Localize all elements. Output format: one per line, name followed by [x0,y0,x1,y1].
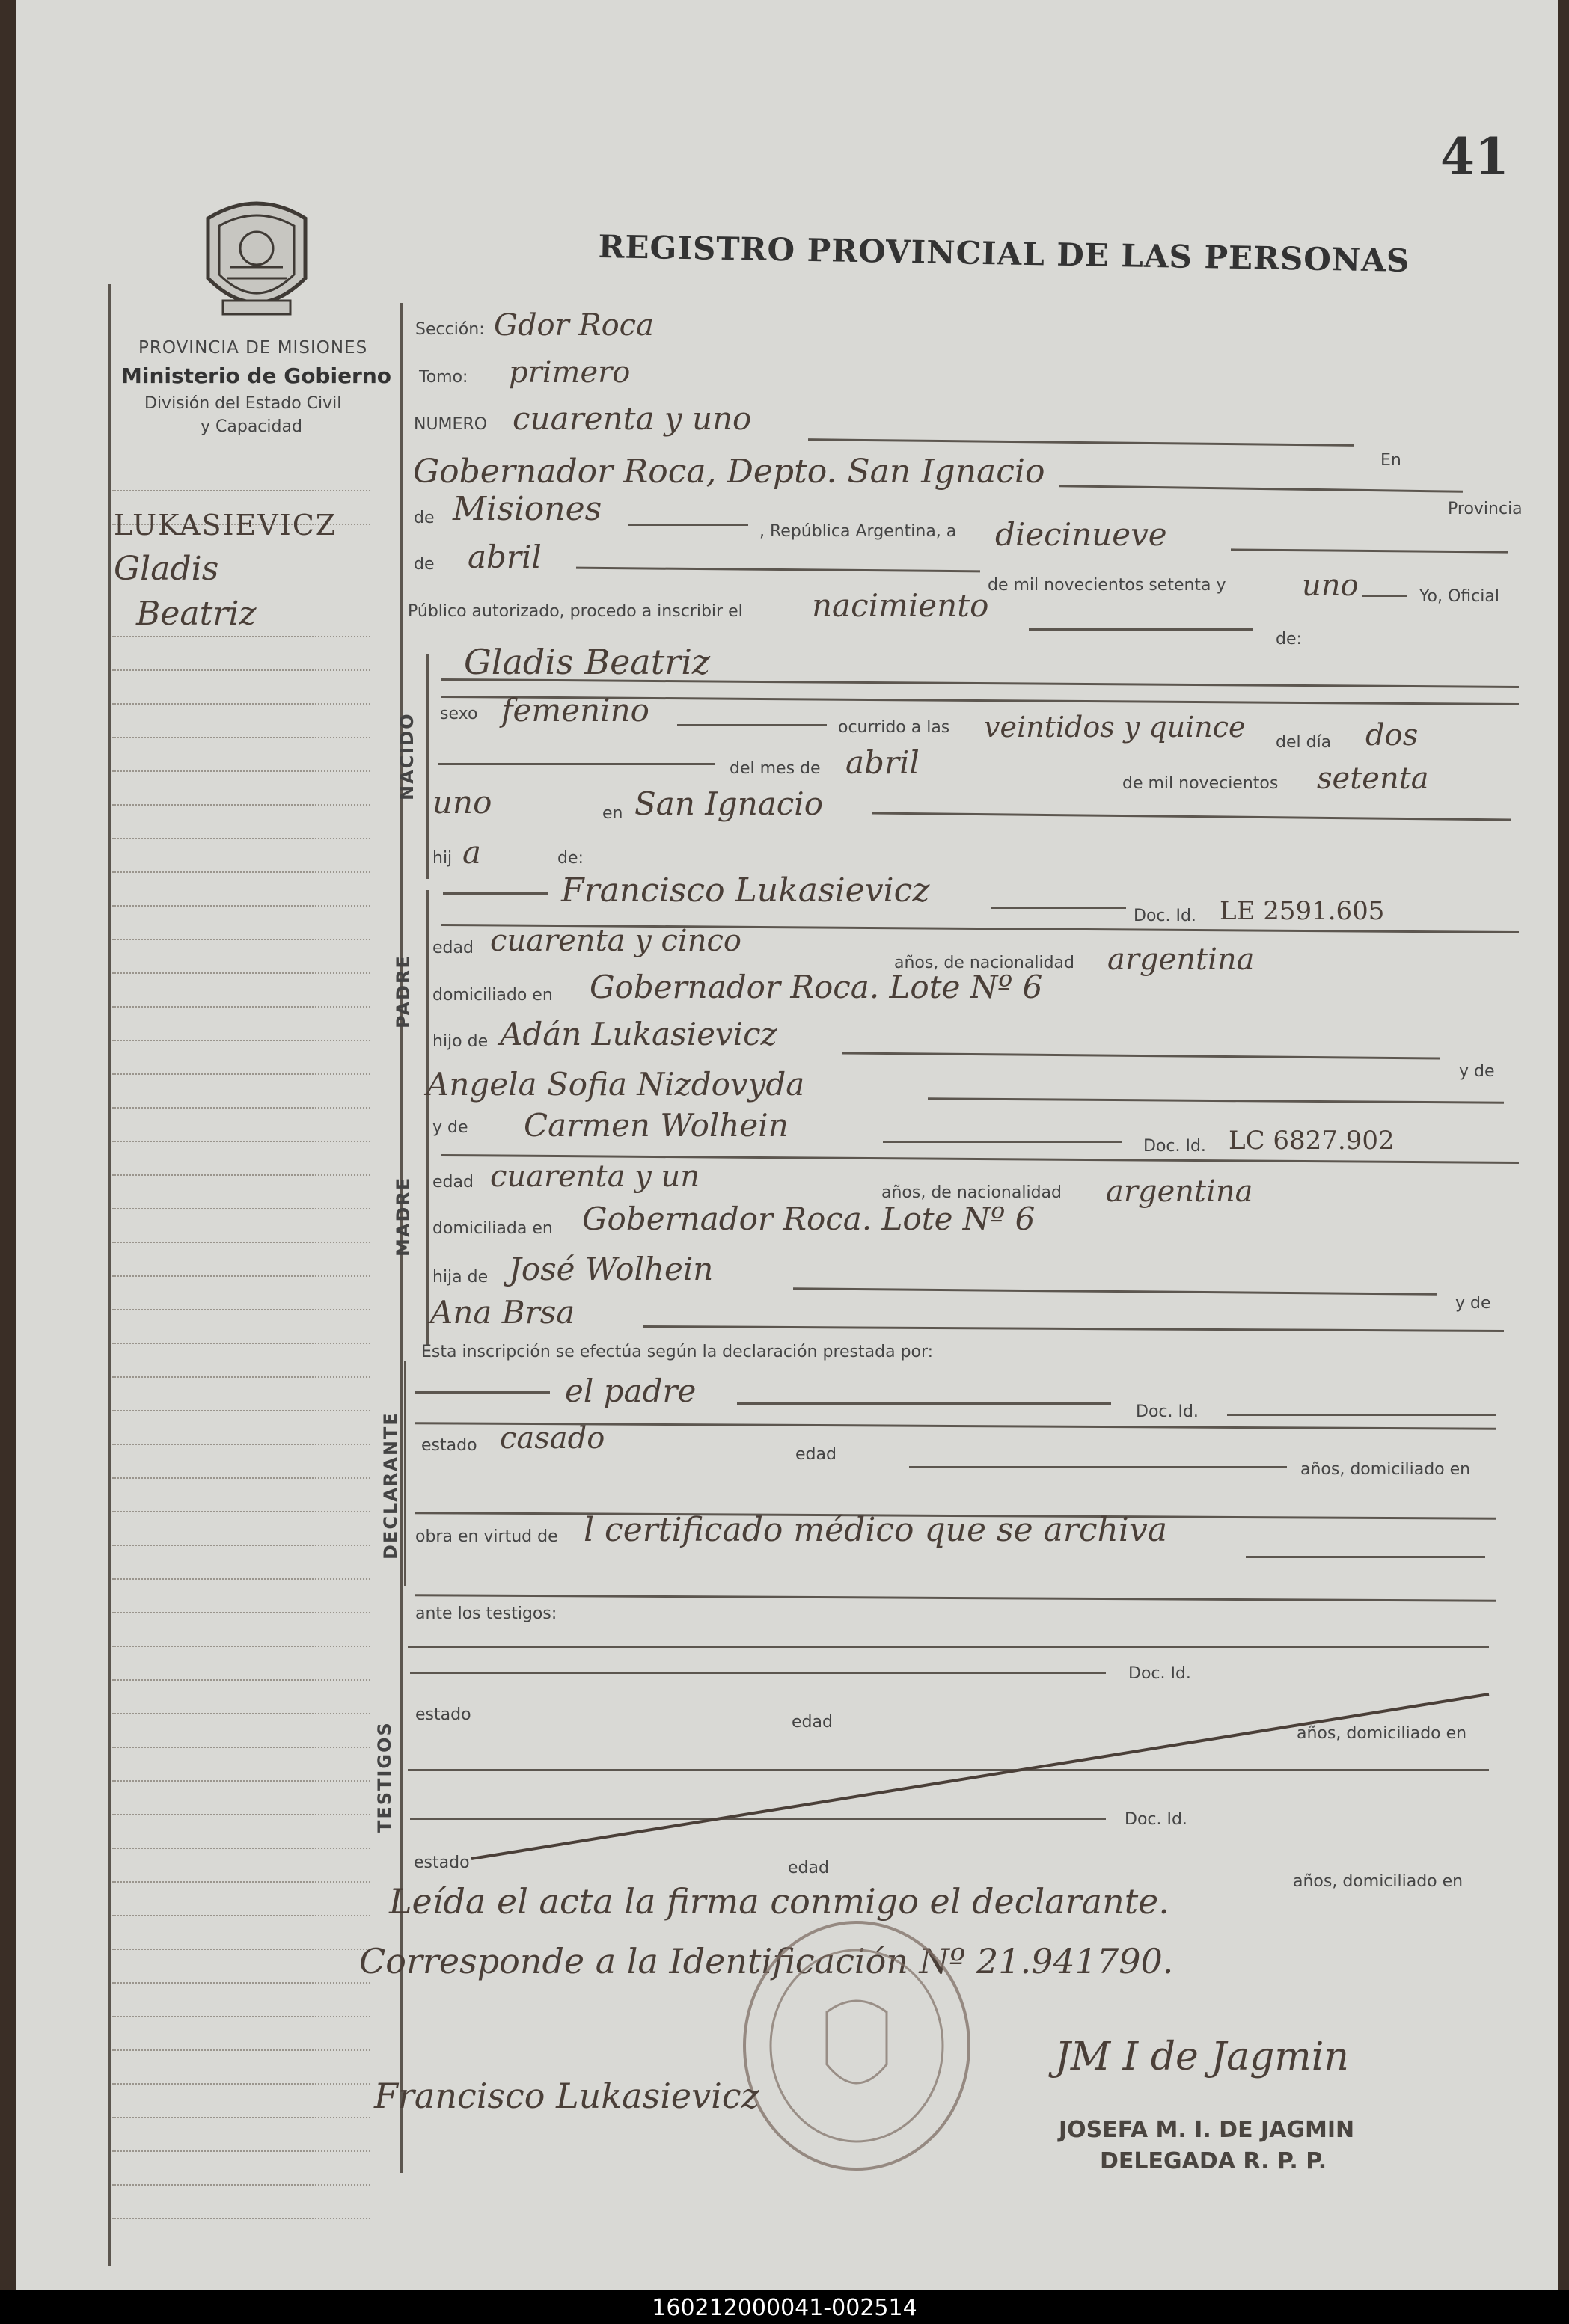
oficial-name: JOSEFA M. I. DE JAGMIN [1059,2117,1355,2143]
madre-name: Carmen Wolhein [524,1107,789,1144]
madre-hija-de-label: hija de [432,1268,489,1287]
anio2-nac-value: uno [432,784,492,821]
footer-bar [0,2290,1569,2324]
anio-value: uno [1302,568,1359,603]
hij-value: a [462,834,482,871]
header-division-2: y Capacidad [201,417,302,436]
testigos-section-label: TESTIGOS [374,1721,395,1833]
declarante-intro: Esta inscripción se efectúa según la declaración prestada por: [421,1343,934,1361]
publico-label: Público autorizado, procedo a inscribir el [408,602,743,621]
madre-y-de-label: y de [432,1118,468,1137]
page-number: 41 [1440,127,1509,186]
header-province: PROVINCIA DE MISIONES [138,338,368,358]
madre-doc-label: Doc. Id. [1143,1137,1206,1156]
madre-edad-value: cuarenta y un [490,1159,700,1194]
header-division: División del Estado Civil [144,394,342,413]
mes-value: abril [468,539,542,575]
padre-y-de-label: y de [1459,1062,1495,1081]
declarante-signature: Francisco Lukasievicz [374,2076,759,2116]
hora-value: veintidos y quince [984,711,1246,744]
sexo-value: femenino [501,692,649,729]
yo-label: Yo, Oficial [1419,587,1499,606]
declarante-section-label: DECLARANTE [380,1411,401,1560]
declarante-edad-label: edad [795,1445,837,1464]
page-title: REGISTRO PROVINCIAL DE LAS PERSONAS [598,228,1410,279]
del-dia-label: del día [1276,733,1332,752]
testigos-edad2-label: edad [788,1859,829,1877]
testigos-estado2-label: estado [414,1854,470,1872]
padre-madre-value: Angela Sofia Nizdovyda [426,1066,805,1103]
declarante-obra-label: obra en virtud de [415,1527,558,1546]
madre-section-label: MADRE [393,1176,414,1257]
madre-edad-label: edad [432,1173,474,1192]
declarante-anios-label: años, domiciliado en [1300,1460,1471,1479]
oficial-signature: JM I de Jagmin [1055,2035,1349,2079]
note-line-1: Leída el acta la firma conmigo el declarante. [389,1881,1170,1922]
numero-label: NUMERO [414,415,488,434]
padre-padre-value: Adán Lukasievicz [500,1016,777,1052]
numero-value: cuarenta y uno [513,400,752,437]
madre-doc-value: LC 6827.902 [1229,1126,1395,1156]
padre-edad-label: edad [432,939,474,957]
republica-label: , República Argentina, a [759,522,957,541]
padre-doc-value: LE 2591.605 [1220,896,1385,926]
testigos-strike-line [471,1687,1496,1866]
testigos-doc1-label: Doc. Id. [1128,1664,1191,1683]
de3-label: de: [1276,630,1302,649]
testigos-edad1-label: edad [792,1713,833,1732]
lugar-nac-value: San Ignacio [634,785,824,822]
padre-doc-label: Doc. Id. [1134,907,1196,925]
mil-label: de mil novecientos setenta y [988,576,1226,595]
del-mes-label: del mes de [730,759,821,778]
margin-name-2: Beatriz [136,595,257,633]
oficial-title: DELEGADA R. P. P. [1100,2148,1327,2174]
padre-domicilio-value: Gobernador Roca. Lote Nº 6 [590,969,1043,1005]
hij-label: hij [432,849,453,868]
madre-domiciliada-label: domiciliada en [432,1219,553,1238]
de2-label: de [414,555,435,574]
testigos-intro: ante los testigos: [415,1604,557,1623]
note-line-2: Corresponde a la Identificación Nº 21.941790. [359,1941,1174,1981]
madre-anios-label: años, de nacionalidad [881,1183,1062,1202]
declarante-doc-label: Doc. Id. [1136,1402,1199,1421]
provincia-label: Provincia [1448,500,1523,518]
tomo-value: primero [509,355,631,390]
madre-domicilio-value: Gobernador Roca. Lote Nº 6 [582,1201,1036,1237]
madre-nacionalidad: argentina [1106,1174,1253,1209]
testigos-anios2-label: años, domiciliado en [1293,1872,1464,1891]
declarante-name: el padre [565,1373,697,1409]
padre-anios-label: años, de nacionalidad [894,954,1074,972]
footer-id: 160212000041-002514 [652,2295,917,2321]
testigos-anios1-label: años, domiciliado en [1297,1724,1467,1743]
dia-nac-value: dos [1365,718,1419,752]
de-label: de [414,509,435,527]
testigos-estado1-label: estado [415,1705,471,1724]
mil-nac-label: de mil novecientos [1122,774,1279,793]
declarante-estado-value: casado [500,1421,605,1456]
place-value: Gobernador Roca, Depto. San Ignacio [413,453,1045,491]
en-nac-label: en [602,804,623,823]
official-seal-stamp [737,1915,976,2177]
seccion-value: Gdor Roca [494,308,654,343]
padre-name: Francisco Lukasievicz [561,871,930,910]
header-ministry: Ministerio de Gobierno [121,364,392,388]
padre-nacionalidad: argentina [1107,942,1255,977]
dia-value: diecinueve [995,516,1167,553]
acto-value: nacimiento [812,587,989,624]
padre-edad-value: cuarenta y cinco [490,924,741,958]
madre-y-de2-label: y de [1455,1294,1491,1313]
padre-domiciliado-label: domiciliado en [432,986,553,1005]
nacido-name: Gladis Beatriz [464,642,711,682]
ocurrido-label: ocurrido a las [838,718,950,737]
testigos-doc2-label: Doc. Id. [1125,1810,1187,1829]
padre-section-label: PADRE [393,954,414,1028]
margin-border-left [108,284,111,2266]
madre-madre-value: Ana Brsa [430,1294,575,1331]
sexo-label: sexo [440,705,478,723]
anio1-nac-value: setenta [1317,761,1429,796]
en-label: En [1380,451,1401,470]
de-nac-label: de: [557,849,584,868]
padre-hijo-de-label: hijo de [432,1032,489,1051]
margin-name-1: Gladis [114,550,219,588]
tomo-label: Tomo: [419,368,468,387]
declarante-obra-value: l certificado médico que se archiva [584,1511,1168,1549]
provincial-coat-of-arms [201,196,313,327]
seccion-label: Sección: [415,320,485,339]
madre-padre-value: José Wolhein [509,1251,714,1287]
margin-surname: LUKASIEVICZ [114,509,337,542]
mes-nac-value: abril [845,744,920,781]
declarante-estado-label: estado [421,1436,477,1455]
nacido-section-label: NACIDO [397,712,418,800]
provincia-value: Misiones [453,490,602,528]
